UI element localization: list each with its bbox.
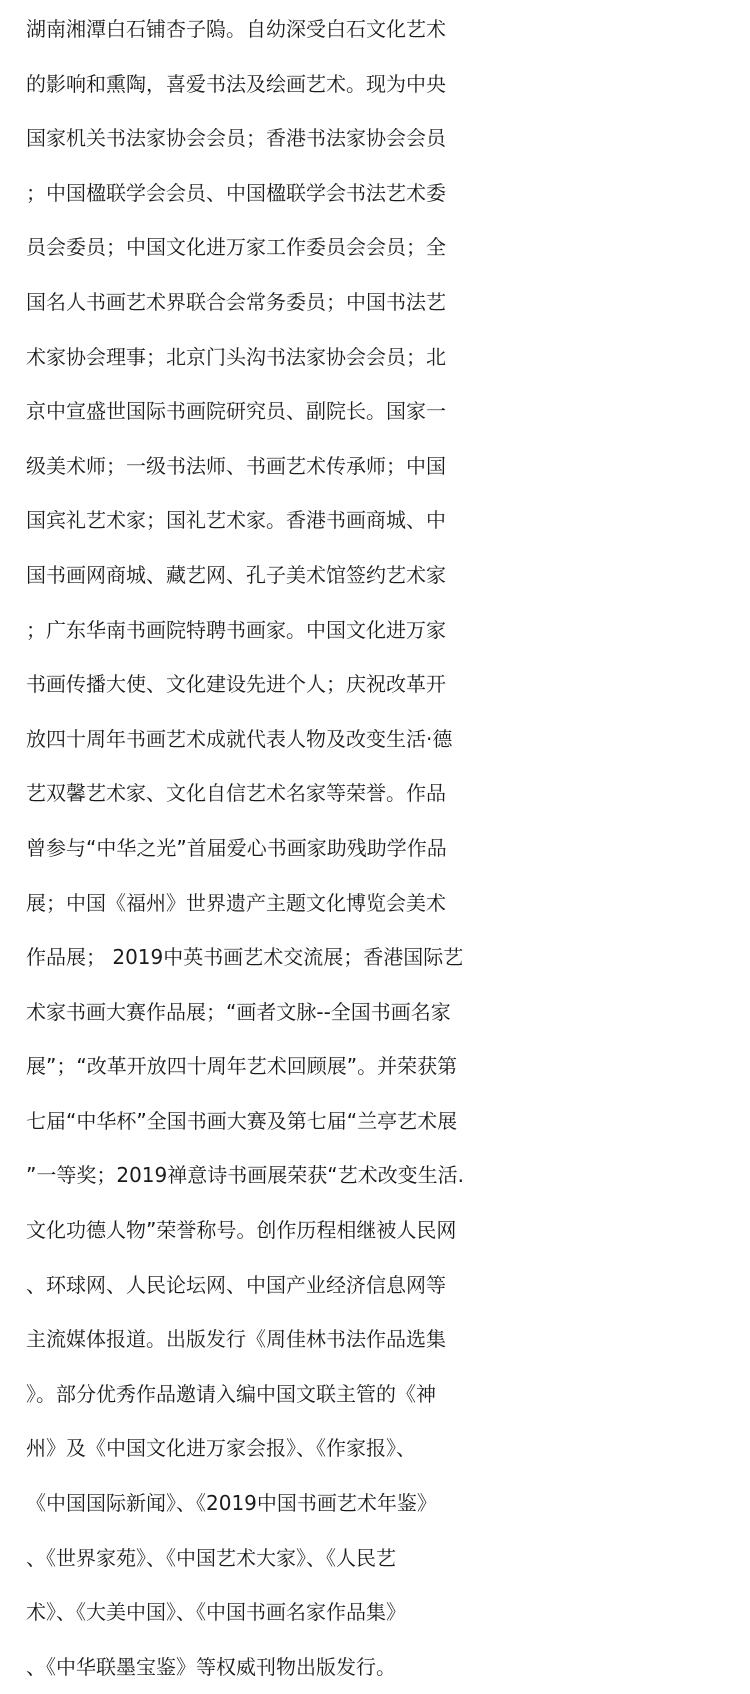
text-line: 文化功德人物”荣誉称号。创作历程相继被人民网	[26, 1218, 457, 1243]
text-line: 京中宣盛世国际书画院研究员、副院长。国家一	[26, 399, 446, 424]
text-line: 作品展； 2019中英书画艺术交流展；香港国际艺	[26, 945, 464, 970]
text-line: 术》、《大美中国》、《中国书画名家作品集》	[26, 1600, 406, 1625]
text-line: 书画传播大使、文化建设先进个人；庆祝改革开	[26, 672, 446, 697]
text-line: ”一等奖；2019禅意诗书画展荣获“艺术改变生活.	[26, 1163, 464, 1188]
text-line: 曾参与“中华之光”首届爱心书画家助残助学作品	[26, 835, 447, 860]
text-line: ；广东华南书画院特聘书画家。中国文化进万家	[26, 617, 446, 642]
text-line: 国书画网商城、藏艺网、孔子美术馆签约艺术家	[26, 562, 446, 587]
text-line: 展；中国《福州》世界遗产主题文化博览会美术	[26, 890, 446, 915]
text-line: 的影响和熏陶，喜爱书法及绘画艺术。现为中央	[26, 71, 446, 96]
text-line: 、《中华联墨宝鉴》等权威刊物出版发行。	[26, 1654, 396, 1679]
text-line: 术家书画大赛作品展；“画者文脉--全国书画名家	[26, 999, 451, 1024]
text-line: 放四十周年书画艺术成就代表人物及改变生活·德	[26, 726, 453, 751]
text-line: 、《世界家苑》、《中国艺术大家》、《人民艺	[26, 1545, 396, 1570]
text-line: 展”；“改革开放四十周年艺术回顾展”。并荣获第	[26, 1054, 458, 1079]
text-line: 员会委员；中国文化进万家工作委员会会员；全	[26, 235, 446, 260]
text-line: 州》及《中国文化进万家会报》、《作家报》、	[26, 1436, 416, 1461]
text-line: 术家协会理事；北京门头沟书法家协会会员；北	[26, 344, 446, 369]
text-line: 》。部分优秀作品邀请入编中国文联主管的《神	[26, 1381, 436, 1406]
text-line: 国名人书画艺术界联合会常务委员；中国书法艺	[26, 289, 446, 314]
text-line: 艺双馨艺术家、文化自信艺术名家等荣誉。作品	[26, 781, 446, 806]
text-line: 级美术师；一级书法师、书画艺术传承师；中国	[26, 453, 446, 478]
text-line: 《中国国际新闻》、《2019中国书画艺术年鉴》	[26, 1491, 437, 1516]
text-line: 湖南湘潭白石铺杏子隖。自幼深受白石文化艺术	[26, 17, 446, 41]
text-line: 主流媒体报道。出版发行《周佳林书法作品选集	[26, 1327, 446, 1352]
text-line: 、环球网、人民论坛网、中国产业经济信息网等	[26, 1272, 446, 1297]
text-line: 国家机关书法家协会会员；香港书法家协会会员	[26, 126, 446, 151]
text-line: 七届“中华杯”全国书画大赛及第七届“兰亭艺术展	[26, 1108, 458, 1133]
text-line: 国宾礼艺术家；国礼艺术家。香港书画商城、中	[26, 508, 446, 533]
text-line: ；中国楹联学会会员、中国楹联学会书法艺术委	[26, 180, 446, 205]
article-body	[26, 2, 750, 1694]
